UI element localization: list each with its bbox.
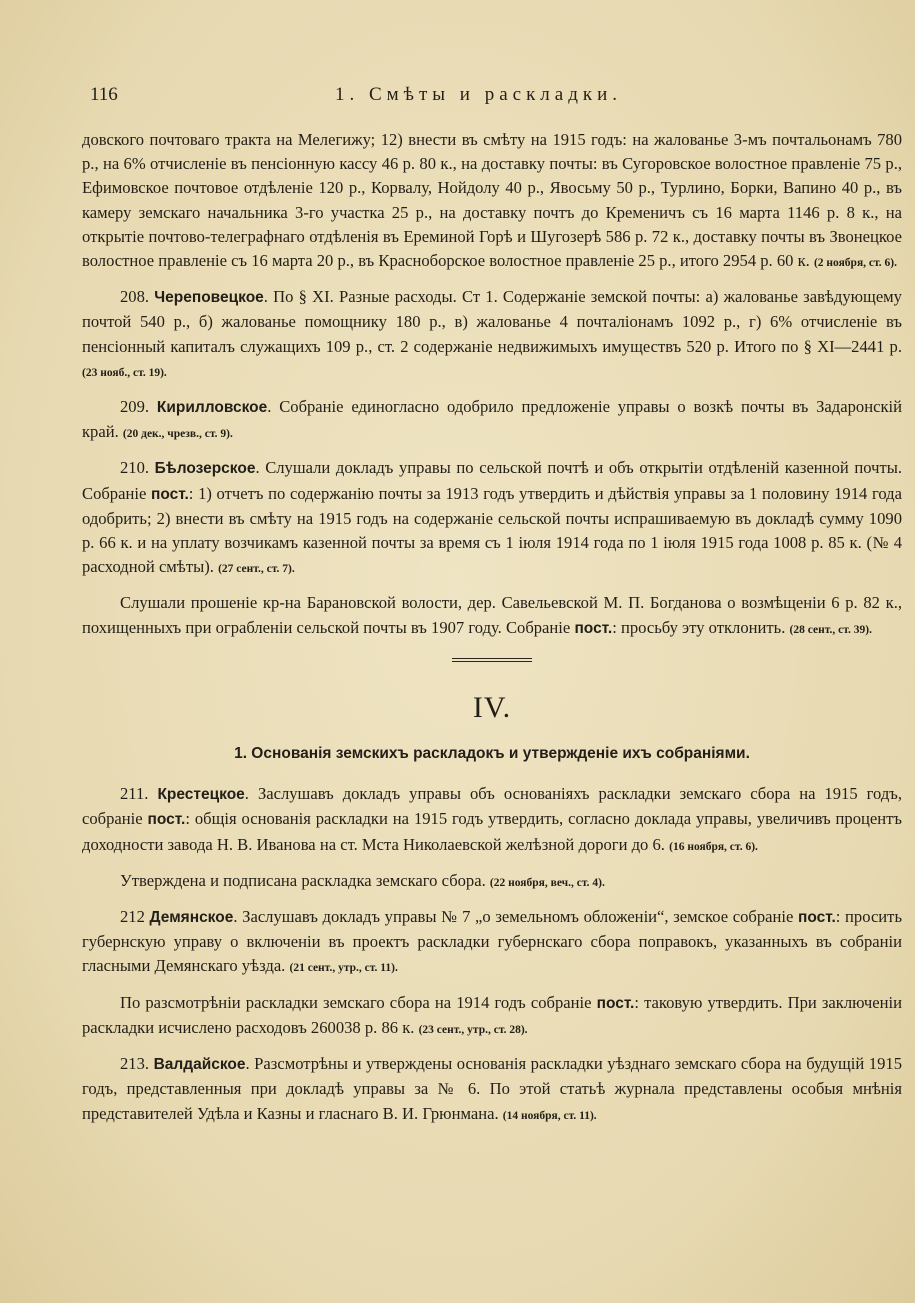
section-numeral: IV. [472, 690, 512, 724]
paragraph-text: По разсмотрѣніи раскладки земскаго сбора на 1914 годъ собраніе [120, 992, 597, 1012]
citation-ref: (2 ноября, ст. 6). [813, 257, 898, 270]
paragraph-212 [82, 905, 902, 981]
paragraph-text: : общія основанія раскладки на 1915 годъ утвердить, согласно доклада управы, увеличивъ процентъ доходности завода Н. В. Иванова на ст. Мста Николаевской желѣзной дороги до 6. [82, 809, 902, 854]
citation-ref: (14 ноября, ст. 11). [502, 1109, 597, 1122]
zemstvo-name: Валдайское [153, 1056, 246, 1074]
citation-ref: (21 сент., утр., ст. 11). [289, 962, 398, 975]
paragraph-213 [82, 1052, 902, 1128]
item-number: 208. [120, 287, 150, 307]
citation-ref: (28 сент., ст. 39). [789, 623, 872, 636]
page-body [82, 128, 902, 1138]
paragraph-text: . Заслушавъ докладъ управы № 7 „о земельномъ обложеніи“, земское собраніе [233, 907, 799, 927]
resolution-marker: пост. [151, 485, 189, 503]
citation-ref: (16 ноября, ст. 6). [669, 840, 758, 853]
paragraph-text: : просить губернскую управу о включеніи въ проектъ раскладки губернскаго сбора поправокъ, указанныхъ въ собраніи гласными Демянскаго уѣзда. [82, 907, 903, 976]
zemstvo-name: Кирилловское [156, 399, 268, 417]
citation-ref: (20 дек., чрезв., ст. 9). [122, 428, 233, 441]
item-number: 213. [120, 1054, 150, 1074]
item-number: 210. [120, 458, 150, 478]
paragraph-text: Утверждена и подписана раскладка земскаго сбора. [120, 870, 486, 890]
resolution-marker: пост. [596, 994, 635, 1012]
section-subtitle: 1. Основанія земскихъ раскладокъ и утвержденіе ихъ собраніями. [234, 745, 750, 763]
zemstvo-name: Крестецкое [157, 786, 245, 804]
paragraph-text: : просьбу эту отклонить. [612, 617, 786, 637]
running-title: 1. Смѣты и раскладки. [334, 84, 623, 105]
citation-ref: (23 сент., утр., ст. 28). [418, 1023, 528, 1036]
paragraph-text: . Заслушавъ докладъ управы объ основаніяхъ раскладки земскаго сбора на 1915 годъ, собраніе [82, 784, 902, 829]
item-number: 211. [120, 784, 149, 804]
paragraph-210-cont [82, 591, 902, 641]
paragraph-continued [82, 128, 902, 275]
section-divider [452, 658, 532, 662]
zemstvo-name: Бѣлозерское [154, 460, 256, 478]
citation-ref: (23 нояб., ст. 19). [82, 366, 167, 379]
paragraph-208 [82, 285, 902, 385]
paragraph-text: Слушали прошеніе кр-на Барановской волости, дер. Савельевской М. П. Богданова о возмѣщеніи 6 р. 82 к., похищенныхъ при ограбленіи сельской почты въ 1907 году. Собраніе [82, 593, 902, 637]
item-number: 212 [120, 907, 145, 927]
zemstvo-name: Череповецкое [154, 289, 264, 307]
paragraph-text: довского почтоваго тракта на Мелегижу; 12) внести въ смѣту на 1915 годъ: на жалованье 3-мъ почтальонамъ 780 р., на 6% отчисленіе въ пенсіонную кассу 46 р. 80 к., на доставку почты: въ Сугоровское волостное правленіе 75 р., Ефимовское почтовое отдѣленіе 120 р., Корвалу, Нойдолу 40 р., Явосьму 50 р., Турлино, Борки, Вапино 40 р., въ камеру земскаго начальника 3-го участка 25 р., на доставку почтъ до Кременичъ съ 16 марта 1146 р. 8 к., на открытіе почтово-телеграфнаго отдѣленія въ Ереминой Горѣ и Шугозерѣ 586 р. 72 к., доставку почты въ Звонецкое волостное правленіе съ 16 марта 20 р., въ Красноборское волостное правленіе 25 р., итого 2954 р. 60 к. [82, 130, 902, 271]
paragraph-text: . По § XI. Разные расходы. Ст 1. Содержаніе земской почты: а) жалованье завѣдующему почтой 540 р., б) жалованье помощнику 180 р., в) жалованье 4 почталіонамъ 1092 р., г) 6% отчисленіе въ пенсіонный капиталъ служащихъ 109 р., ст. 2 содержаніе недвижимыхъ имуществъ 520 р. Итого по § XI—2441 р. [82, 287, 902, 356]
paragraph-text: . Слушали докладъ управы по сельской почтѣ и объ открытіи отдѣленій казенной почты. Собраніе [82, 458, 902, 503]
item-number: 209. [120, 397, 150, 417]
citation-ref: (22 ноября, веч., ст. 4). [489, 876, 605, 889]
paragraph-212-cont [82, 991, 902, 1042]
paragraph-text: . Собраніе единогласно одобрило предложеніе управы о возкѣ почты въ Задаронскій край. [82, 397, 902, 442]
resolution-marker: пост. [147, 811, 186, 829]
paragraph-text: : 1) отчетъ по содержанію почты за 1913 годъ утвердить и дѣйствія управы за 1 половину 1914 года одобрить; 2) внести въ смѣту на 1915 годъ на содержаніе сельской почты испрашиваемую въ докладѣ сумму 1090 р. 66 к. и на уплату возчикамъ казенной почты за время съ 1 іюля 1914 года по 1 іюля 1915 года 1008 р. 85 к. (№ 4 расходной смѣты). [82, 483, 902, 577]
paragraph-text: : таковую утвердить. При заключеніи раскладки исчислено расходовъ 260038 р. 86 к. [82, 992, 902, 1037]
resolution-marker: пост. [574, 619, 613, 637]
paragraph-text: . Разсмотрѣны и утверждены основанія раскладки уѣзднаго земскаго сбора на будущій 1915 годъ, представленныя при докладѣ управы за № 6. По этой статьѣ журнала представлены особыя мнѣнія представителей Удѣла и Казны и гласнаго В. И. Грюнмана. [82, 1054, 902, 1123]
paragraph-210 [82, 456, 902, 581]
citation-ref: (27 сент., ст. 7). [218, 563, 295, 576]
page-header [82, 84, 875, 112]
resolution-marker: пост. [798, 909, 836, 927]
zemstvo-name: Демянское [149, 909, 234, 927]
paragraph-211 [82, 782, 902, 859]
paragraph-209 [82, 395, 902, 446]
paragraph-211-cont [82, 869, 902, 895]
page-number: 116 [90, 84, 118, 105]
